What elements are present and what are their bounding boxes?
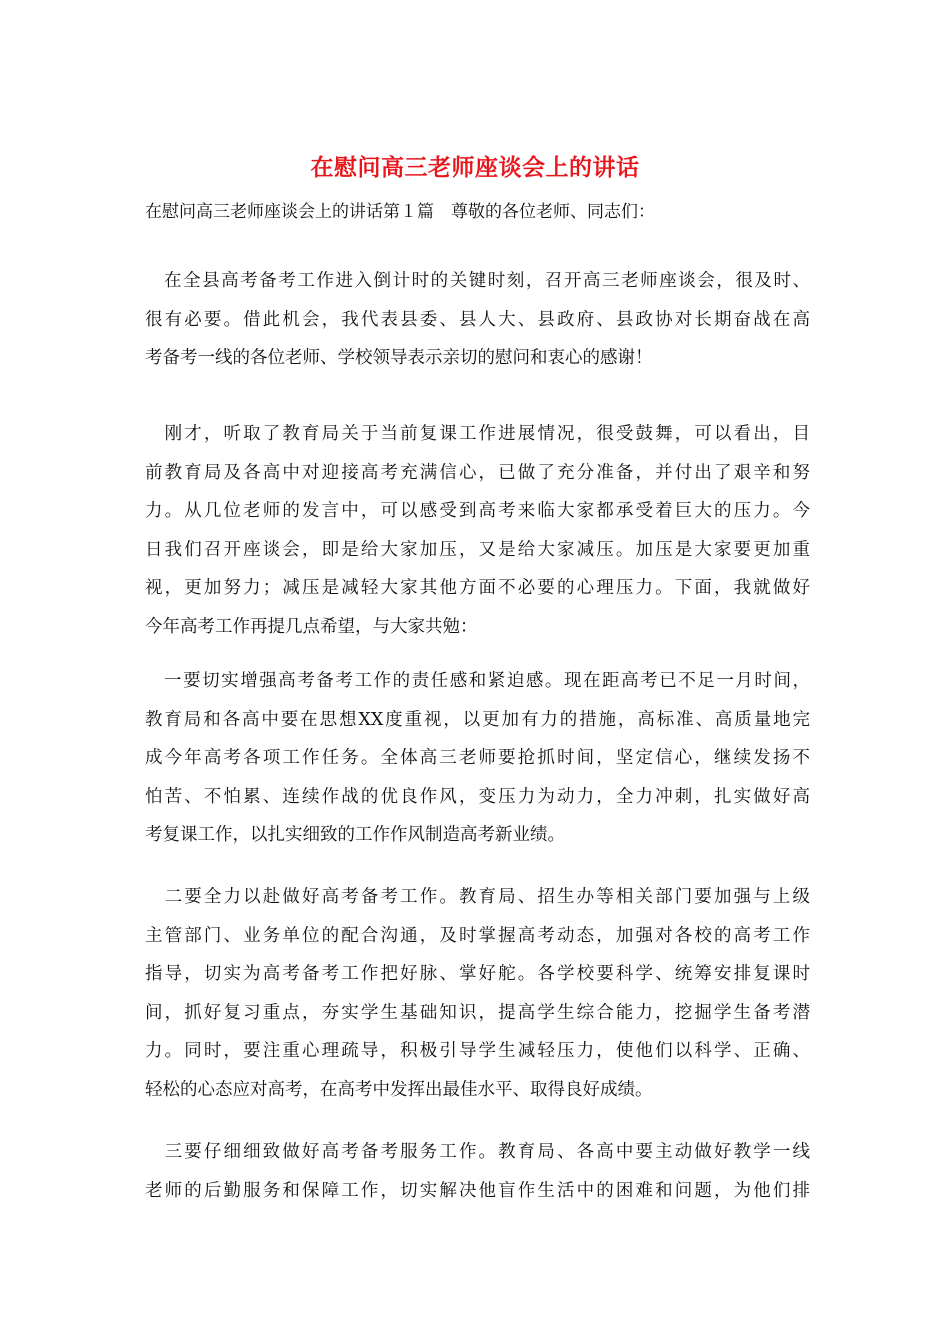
- text-line: 考备考一线的各位老师、学校领导表示亲切的慰问和衷心的感谢！: [145, 348, 653, 368]
- paragraph-3: [145, 662, 810, 855]
- text-line: 轻松的心态应对高考，在高考中发挥出最佳水平、取得良好成绩。: [145, 1079, 653, 1100]
- text-line: 前教育局及各高中对迎接高考充满信心，已做了充分准备，并付出了艰辛和努: [145, 462, 810, 483]
- text-line: 一要切实增强高考备考工作的责任感和紧迫感。现在距高考已不足一月时间，: [145, 671, 810, 691]
- text-line: 指导，切实为高考备考工作把好脉、掌好舵。各学校要科学、统筹安排复课时: [145, 964, 810, 984]
- paragraph-1: [145, 262, 810, 378]
- text-line: 间，抓好复习重点，夯实学生基础知识，提高学生综合能力，挖掘学生备考潜: [145, 1002, 810, 1023]
- text-line: 在全县高考备考工作进入倒计时的关键时刻，召开高三老师座谈会，很及时、: [145, 271, 810, 291]
- text-line: 怕苦、不怕累、连续作战的优良作风，变压力为动力，全力冲刺，扎实做好高: [145, 786, 810, 807]
- document-subtitle: 在慰问高三老师座谈会上的讲话第１篇 尊敬的各位老师、同志们：: [145, 202, 655, 222]
- document-title: 在慰问高三老师座谈会上的讲话: [310, 154, 640, 181]
- text-line: 主管部门、业务单位的配合沟通，及时掌握高考动态，加强对各校的高考工作: [145, 925, 810, 946]
- text-line: 老师的后勤服务和保障工作，切实解决他盲作生活中的困难和问题，为他们排: [145, 1180, 810, 1201]
- text-line: 三要仔细细致做好高考备考服务工作。教育局、各高中要主动做好教学一线: [145, 1142, 810, 1162]
- paragraph-2: [145, 415, 810, 646]
- text-line: 力。从几位老师的发言中，可以感受到高考来临大家都承受着巨大的压力。今: [145, 501, 810, 521]
- text-line: 日我们召开座谈会，即是给大家加压，又是给大家减压。加压是大家要更加重: [145, 539, 810, 560]
- text-line: 力。同时，要注重心理疏导，积极引导学生减轻压力，使他们以科学、正确、: [145, 1041, 810, 1061]
- text-line: 视，更加努力；减压是减轻大家其他方面不必要的心理压力。下面，我就做好: [145, 578, 810, 598]
- text-line: 教育局和各高中要在思想XX度重视，以更加有力的措施，高标准、高质量地完: [145, 709, 810, 730]
- text-line: 刚才，听取了教育局关于当前复课工作进展情况，很受鼓舞，可以看出，目: [145, 424, 810, 444]
- text-line: 很有必要。借此机会，我代表县委、县人大、县政府、县政协对长期奋战在高: [145, 309, 810, 330]
- paragraph-5: [145, 1133, 810, 1210]
- paragraph-4: [145, 878, 810, 1109]
- text-line: 今年高考工作再提几点希望，与大家共勉：: [145, 616, 478, 637]
- text-line: 二要全力以赴做好高考备考工作。教育局、招生办等相关部门要加强与上级: [145, 887, 810, 907]
- text-line: 考复课工作，以扎实细致的工作作风制造高考新业绩。: [145, 825, 565, 845]
- text-line: 成今年高考各项工作任务。全体高三老师要抢抓时间，坚定信心，继续发扬不: [145, 748, 810, 768]
